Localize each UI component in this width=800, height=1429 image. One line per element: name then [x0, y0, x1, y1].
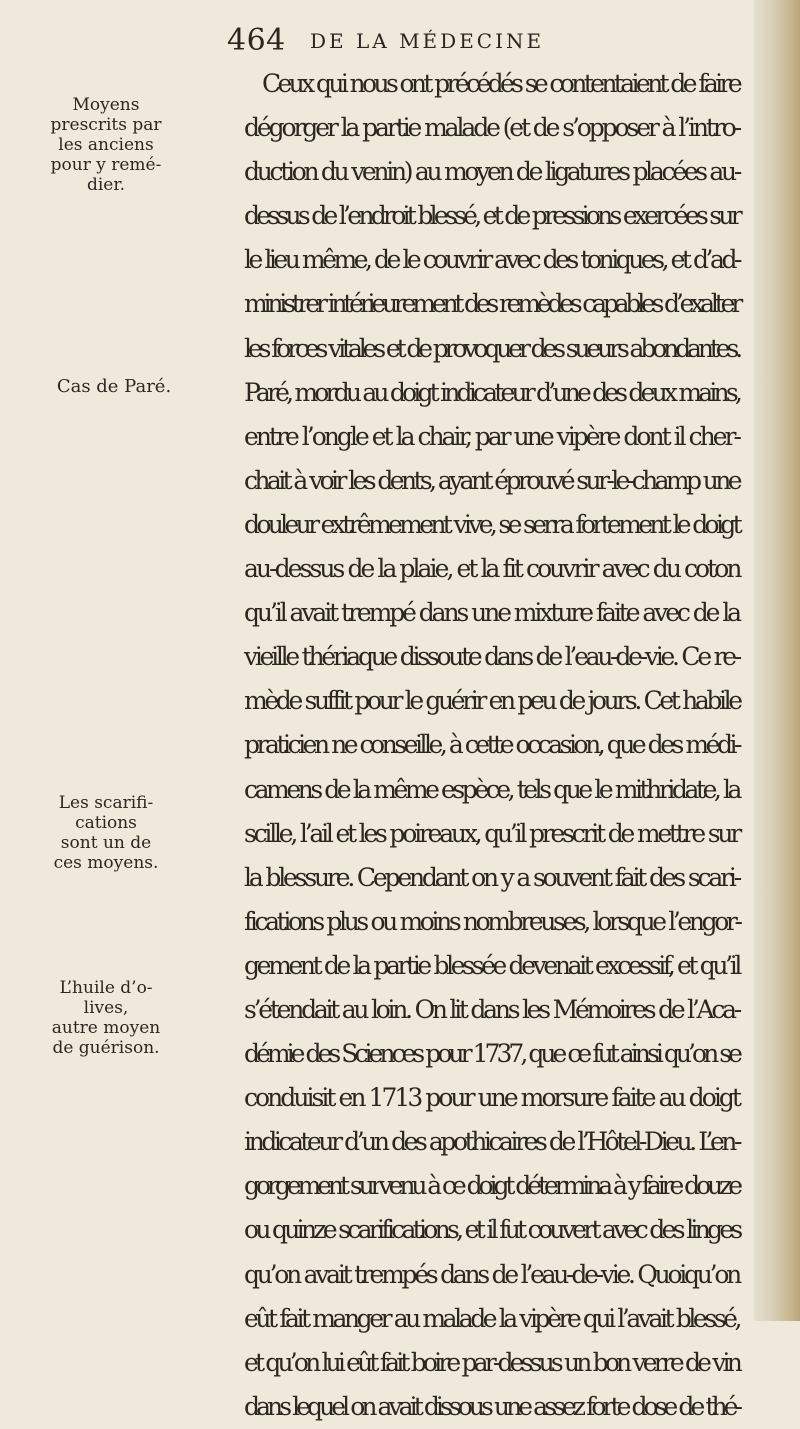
text-line: vieille thériaque dissoute dans de l’eau-de-vie. Ce re- [244, 642, 740, 672]
text-line: dégorger la partie malade (et de s’opposer à l’intro- [244, 113, 739, 143]
text-line: ou quinze scarifications, et il fut couvert avec des linges [244, 1215, 740, 1245]
margin-note-line: de guérison. [52, 1038, 160, 1058]
text-line: les forces vitales et de provoquer des sueurs abondantes. [244, 333, 739, 363]
text-line: qu’il avait trempé dans une mixture faite avec de la [244, 598, 739, 628]
text-line: le lieu même, de le couvrir avec des toniques, et d’ad- [244, 245, 739, 275]
text-line: qu’on avait trempés dans de l’eau-de-vie. Quoiqu’on [244, 1259, 739, 1289]
margin-note-line: pour y remé- [50, 155, 162, 175]
text-line: la blessure. Cependant on y a souvent fait des scari- [244, 862, 739, 892]
text-line: démie des Sciences pour 1737, que ce fut ainsi qu’on se [244, 1039, 739, 1069]
margin-note-line: cations [75, 813, 137, 833]
text-line: dessus de l’endroit blessé, et de pressions exercées sur [244, 201, 739, 231]
margin-note-line: ces moyens. [53, 853, 159, 873]
main-text-block [244, 62, 739, 1429]
text-line: fications plus ou moins nombreuses, lorsque l’engor- [244, 906, 740, 936]
margin-note-line: sont un de [60, 833, 152, 853]
text-line: mède suffit pour le guérir en peu de jours. Cet habile [244, 686, 740, 716]
text-line: duction du venin) au moyen de ligatures placées au- [244, 157, 739, 187]
margin-note-line: dier. [86, 175, 126, 195]
text-line: eût fait manger au malade la vipère qui l’avait blessé, [244, 1303, 739, 1333]
text-line: au-dessus de la plaie, et la fit couvrir avec du coton [244, 554, 740, 584]
text-line: s’étendait au loin. On lit dans les Mémoires de l’Aca- [244, 994, 739, 1024]
margin-note-huile [0, 978, 212, 1058]
page-number: 464 [227, 23, 286, 58]
margin-note-line: autre moyen [51, 1018, 161, 1038]
text-line: conduisit en 1713 pour une morsure faite au doigt [244, 1083, 739, 1113]
page-edge [754, 0, 800, 1321]
text-line: scille, l’ail et les poireaux, qu’il prescrit de mettre sur [244, 818, 739, 848]
text-line: gorgement survenu à ce doigt détermina à y faire douze [244, 1171, 739, 1201]
text-line: indicateur d’un des apothicaires de l’Hôtel-Dieu. L’en- [244, 1127, 740, 1157]
margin-note-line: Moyens [72, 95, 140, 115]
text-line: chait à voir les dents, ayant éprouvé sur-le-champ une [244, 465, 739, 495]
margin-note-scarifications [0, 793, 212, 873]
margin-note-line: lives, [83, 998, 129, 1018]
running-title: DE LA MÉDECINE [310, 29, 545, 53]
text-line: et qu’on lui eût fait boire par-dessus un bon verre de vin [244, 1347, 739, 1377]
text-line: praticien ne conseille, à cette occasion, que des médi- [244, 730, 739, 760]
margin-note-line: Les scarifi- [58, 793, 154, 813]
text-line: camens de la même espèce, tels que le mithridate, la [244, 774, 739, 804]
text-line: dans lequel on avait dissous une assez forte dose de thé- [244, 1391, 739, 1421]
margin-note-line: les anciens [58, 135, 154, 155]
text-line: Ceux qui nous ont précédés se contentaient de faire [262, 69, 739, 98]
margin-note-cas-pare [8, 377, 220, 397]
margin-note-moyens [0, 95, 212, 195]
text-line: Paré, mordu au doigt indicateur d’une des deux mains, [244, 377, 739, 407]
text-line: douleur extrêmement vive, se serra fortement le doigt [244, 509, 739, 539]
text-line: entre l’ongle et la chair, par une vipère dont il cher- [244, 421, 739, 451]
margin-note-line: Cas de Paré. [56, 376, 172, 397]
text-line: gement de la partie blessée devenait excessif, et qu’il [244, 950, 739, 980]
margin-note-line: L’huile d’o- [59, 978, 153, 998]
text-line: ministrer intérieurement des remèdes capables d’exalter [244, 289, 739, 319]
margin-note-line: prescrits par [50, 115, 162, 135]
